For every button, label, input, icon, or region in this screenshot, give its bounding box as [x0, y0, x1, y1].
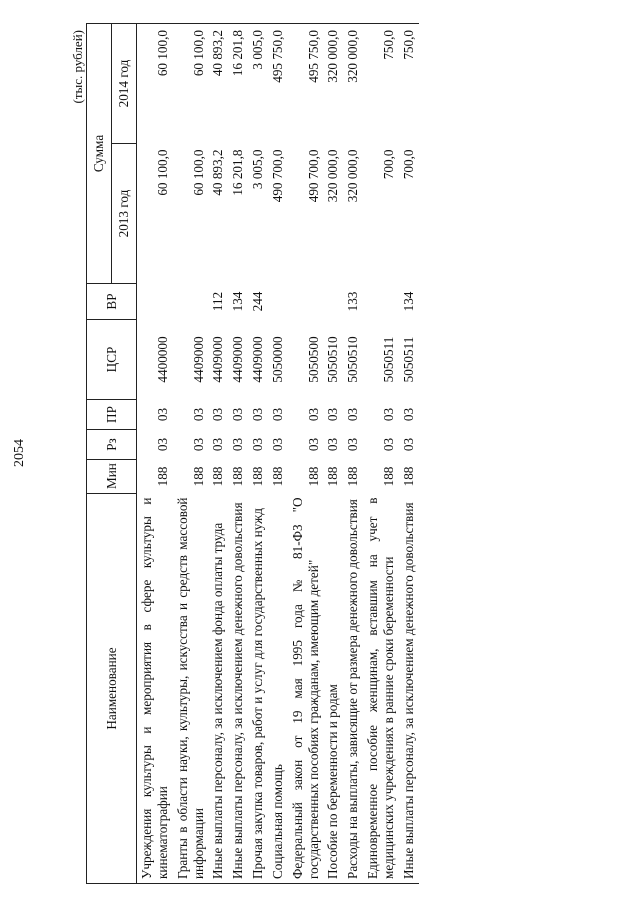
- table-body: [137, 24, 419, 884]
- cell-2013: 700,0: [400, 149, 416, 180]
- cell-2014: 60 100,0: [137, 24, 173, 144]
- cell-rz: 03: [400, 437, 416, 452]
- cell-name: Пособие по беременности и родам: [323, 494, 343, 884]
- cell-csr: 4409000: [250, 336, 266, 383]
- cell-vr: 134: [230, 291, 246, 312]
- cell-rz: 03: [210, 437, 226, 452]
- page-number-text: 2054: [12, 439, 27, 467]
- cell-vr: 134: [400, 291, 416, 312]
- cell-name: Иные выплаты персоналу, за исключением денежного довольствия: [228, 494, 248, 884]
- cell-2014: 750,0: [363, 24, 399, 144]
- cell-pr: 03: [380, 407, 396, 422]
- cell-vr: [137, 284, 173, 320]
- cell-2014: 495 750,0: [288, 24, 324, 144]
- table-row: [363, 24, 399, 884]
- cell-csr: 5050511: [400, 336, 416, 383]
- cell-name: Социальная помощь: [268, 494, 288, 884]
- header-pr: ПР: [87, 400, 137, 430]
- cell-2013: 700,0: [380, 149, 396, 180]
- cell-2014: 495 750,0: [268, 24, 288, 144]
- cell-2014: 40 893,2: [208, 24, 228, 144]
- cell-csr: 5050511: [380, 336, 396, 383]
- cell-rz: 03: [230, 437, 246, 452]
- cell-2013: 16 201,8: [230, 149, 246, 196]
- table-row: [173, 24, 209, 884]
- cell-rz: 03: [380, 437, 396, 452]
- cell-pr: 03: [305, 407, 321, 422]
- header-name: Наименование: [87, 494, 137, 884]
- cell-csr: 4400000: [154, 336, 170, 383]
- cell-rz: 03: [345, 437, 361, 452]
- table-row: [228, 24, 248, 884]
- cell-vr: [173, 284, 209, 320]
- cell-rz: 03: [305, 437, 321, 452]
- cell-2014: 3 005,0: [248, 24, 268, 144]
- cell-min: 188: [345, 466, 361, 487]
- units-label: (тыс. рублей): [70, 30, 85, 104]
- cell-name: Гранты в области науки, культуры, искусства и средств массовой информации: [173, 494, 209, 884]
- cell-name: Иные выплаты персоналу, за исключением денежного довольствия: [399, 494, 419, 884]
- cell-min: 188: [190, 466, 206, 487]
- cell-name: Прочая закупка товаров, работ и услуг для государственных нужд: [248, 494, 268, 884]
- cell-2014: 16 201,8: [228, 24, 248, 144]
- cell-2013: 490 700,0: [269, 149, 285, 203]
- table-row: [137, 24, 173, 884]
- cell-min: 188: [325, 466, 341, 487]
- cell-vr: 244: [250, 291, 266, 312]
- cell-2014: 750,0: [399, 24, 419, 144]
- cell-min: 188: [269, 466, 285, 487]
- header-vr: ВР: [87, 284, 137, 320]
- cell-min: 188: [210, 466, 226, 487]
- header-min: Мин: [87, 460, 137, 494]
- cell-pr: 03: [190, 407, 206, 422]
- rotated-table-container: [72, 24, 592, 884]
- table-row: [268, 24, 288, 884]
- header-2014: 2014 год: [112, 24, 137, 144]
- cell-pr: 03: [269, 407, 285, 422]
- header-csr: ЦСР: [87, 320, 137, 400]
- table-row: [208, 24, 228, 884]
- cell-vr: 112: [210, 291, 226, 312]
- header-rz: Рз: [87, 430, 137, 460]
- cell-pr: 03: [400, 407, 416, 422]
- cell-vr: [288, 284, 324, 320]
- cell-pr: 03: [345, 407, 361, 422]
- budget-table: [86, 23, 419, 884]
- cell-rz: 03: [250, 437, 266, 452]
- header-2013: 2013 год: [112, 144, 137, 284]
- cell-rz: 03: [154, 437, 170, 452]
- cell-min: 188: [230, 466, 246, 487]
- cell-csr: 5050510: [345, 336, 361, 383]
- cell-pr: 03: [250, 407, 266, 422]
- cell-vr: [363, 284, 399, 320]
- cell-min: 188: [305, 466, 321, 487]
- table-row: [288, 24, 324, 884]
- cell-2014: 320 000,0: [343, 24, 363, 144]
- cell-csr: 5050000: [269, 336, 285, 383]
- table-row: [323, 24, 343, 884]
- cell-rz: 03: [190, 437, 206, 452]
- table-row: [343, 24, 363, 884]
- cell-pr: 03: [230, 407, 246, 422]
- cell-2014: 60 100,0: [173, 24, 209, 144]
- cell-vr: [268, 284, 288, 320]
- cell-csr: 5050500: [305, 336, 321, 383]
- cell-rz: 03: [325, 437, 341, 452]
- cell-min: 188: [250, 466, 266, 487]
- cell-min: 188: [400, 466, 416, 487]
- table-header: [87, 24, 137, 884]
- cell-vr: 133: [345, 291, 361, 312]
- cell-2014: 320 000,0: [323, 24, 343, 144]
- header-sum: Сумма: [87, 24, 112, 284]
- table-row: [248, 24, 268, 884]
- cell-pr: 03: [154, 407, 170, 422]
- cell-2013: 490 700,0: [305, 149, 321, 203]
- cell-2013: 40 893,2: [210, 149, 226, 196]
- cell-name: Учреждения культуры и мероприятия в сфере культуры и кинематографии: [137, 494, 173, 884]
- cell-2013: 60 100,0: [154, 149, 170, 196]
- cell-name: Расходы на выплаты, зависящие от размера денежного довольствия: [343, 494, 363, 884]
- cell-2013: 3 005,0: [250, 149, 266, 190]
- cell-csr: 5050510: [325, 336, 341, 383]
- cell-2013: 60 100,0: [190, 149, 206, 196]
- cell-name: Единовременное пособие женщинам, вставшим на учет в медицинских учреждениях в ранние сроки беременности: [363, 494, 399, 884]
- cell-pr: 03: [325, 407, 341, 422]
- cell-csr: 4409000: [210, 336, 226, 383]
- table-row: [399, 24, 419, 884]
- cell-name: Иные выплаты персоналу, за исключением фонда оплаты труда: [208, 494, 228, 884]
- cell-2013: 320 000,0: [325, 149, 341, 203]
- cell-pr: 03: [210, 407, 226, 422]
- cell-name: Федеральный закон от 19 мая 1995 года № 81-ФЗ "О государственных пособиях гражданам, имеющим детей": [288, 494, 324, 884]
- cell-2013: 320 000,0: [345, 149, 361, 203]
- page-number: [0, 429, 40, 477]
- cell-rz: 03: [269, 437, 285, 452]
- cell-csr: 4409000: [230, 336, 246, 383]
- cell-vr: [323, 284, 343, 320]
- cell-csr: 4409000: [190, 336, 206, 383]
- cell-min: 188: [154, 466, 170, 487]
- cell-min: 188: [380, 466, 396, 487]
